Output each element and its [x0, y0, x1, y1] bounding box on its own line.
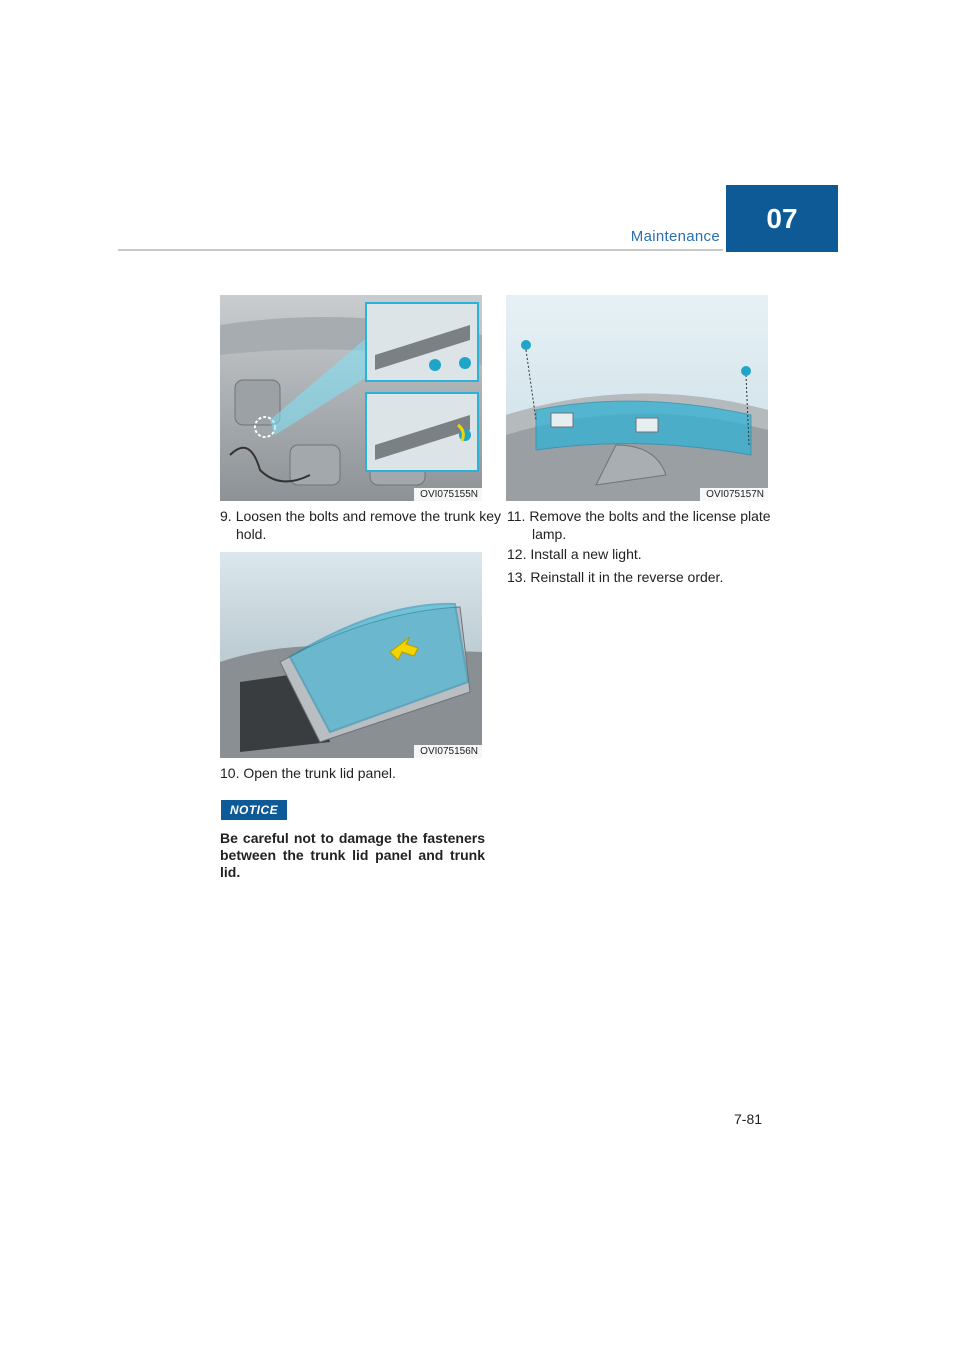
- notice-text: Be careful not to damage the fasteners between the trunk lid panel and trunk lid.: [220, 830, 485, 880]
- license-plate-lamp-illustration: [506, 295, 768, 501]
- step-11: [507, 507, 797, 543]
- figure-code: OVI075155N: [414, 488, 482, 501]
- step-number: 13.: [507, 569, 527, 585]
- step-number: 10.: [220, 765, 240, 781]
- figure-code: OVI075157N: [700, 488, 768, 501]
- step-number: 11.: [507, 508, 526, 524]
- step-number: 12.: [507, 546, 527, 562]
- figure-trunk-lid-panel: [220, 552, 482, 758]
- figure-code: OVI075156N: [414, 745, 482, 758]
- page-number: 7-81: [734, 1111, 763, 1127]
- notice-badge: NOTICE: [221, 800, 287, 820]
- section-title: Maintenance: [630, 228, 720, 245]
- trunk-lid-panel-illustration: [220, 552, 482, 758]
- header-rule: [118, 249, 723, 251]
- step-text: Remove the bolts and the license plate lamp.: [529, 508, 771, 542]
- chapter-number: 07: [726, 185, 838, 252]
- figure-license-plate-lamp: [506, 295, 768, 501]
- step-text: Loosen the bolts and remove the trunk key hold.: [235, 508, 502, 542]
- step-number: 9.: [220, 508, 232, 524]
- step-13: [507, 568, 772, 586]
- figure-trunk-key-hold: [220, 295, 482, 501]
- step-12: [507, 545, 772, 563]
- step-text: Open the trunk lid panel.: [243, 765, 396, 781]
- step-10: [220, 764, 485, 782]
- step-text: Reinstall it in the reverse order.: [530, 569, 724, 585]
- trunk-key-hold-illustration: [220, 295, 482, 501]
- step-text: Install a new light.: [530, 546, 642, 562]
- step-9: [220, 507, 501, 543]
